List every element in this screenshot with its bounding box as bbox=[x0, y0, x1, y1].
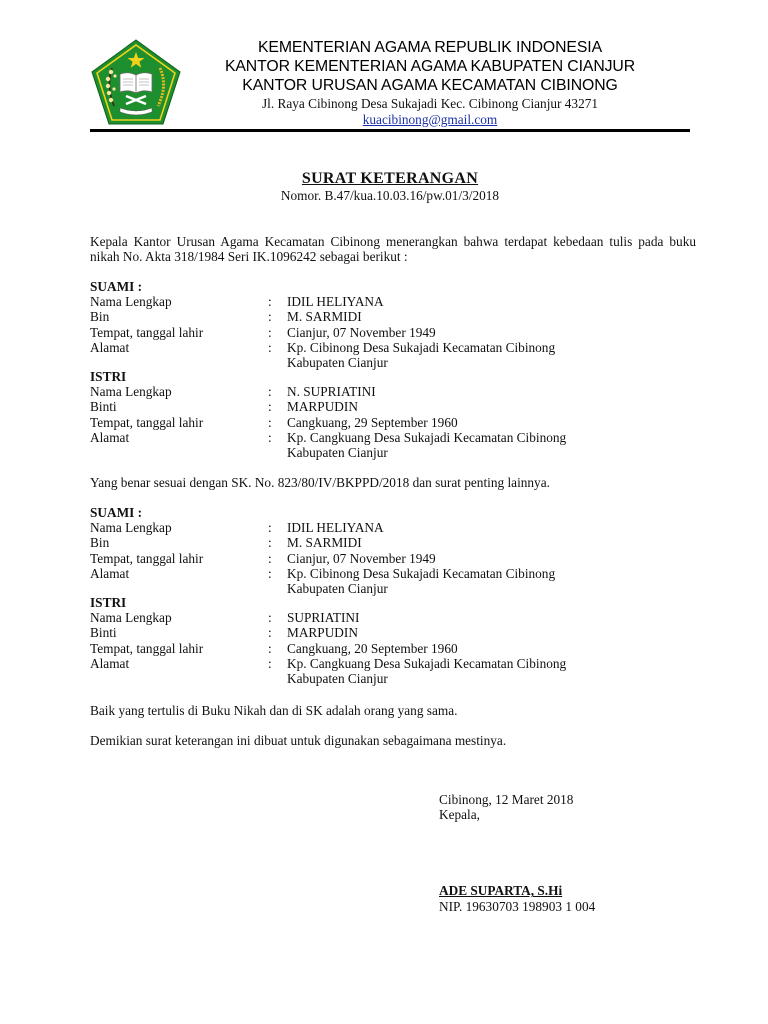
field-label: Tempat, tanggal lahir bbox=[90, 640, 204, 656]
field-value: Cianjur, 07 November 1949 bbox=[287, 324, 436, 340]
field-colon: : bbox=[268, 324, 272, 340]
field-value: SUPRIATINI bbox=[287, 610, 360, 626]
field-value bbox=[287, 656, 690, 686]
section-heading: ISTRI bbox=[90, 369, 127, 384]
signer-nip: NIP. 19630703 198903 1 004 bbox=[439, 898, 596, 914]
letterhead-regency-office: KANTOR KEMENTERIAN AGAMA KABUPATEN CIANJUR bbox=[224, 58, 636, 75]
field-row bbox=[90, 340, 690, 370]
field-colon: : bbox=[268, 339, 272, 355]
field-label: Nama Lengkap bbox=[90, 610, 172, 626]
address-line-2: Kabupaten Cianjur bbox=[287, 445, 388, 460]
field-colon: : bbox=[268, 565, 272, 581]
title-block bbox=[90, 170, 690, 204]
block2-istri bbox=[90, 595, 690, 686]
field-value: Cangkuang, 29 September 1960 bbox=[287, 414, 458, 430]
field-row bbox=[90, 384, 690, 399]
address-line-2: Kabupaten Cianjur bbox=[287, 671, 388, 686]
field-colon: : bbox=[268, 655, 272, 671]
field-label: Nama Lengkap bbox=[90, 384, 172, 400]
field-row bbox=[90, 656, 690, 686]
letterhead bbox=[200, 38, 660, 128]
confirmation-paragraph: Baik yang tertulis di Buku Nikah dan di SK adalah orang yang sama. bbox=[90, 703, 458, 718]
address-line-2: Kabupaten Cianjur bbox=[287, 581, 388, 596]
field-label: Bin bbox=[90, 309, 110, 325]
field-label: Tempat, tanggal lahir bbox=[90, 324, 204, 340]
field-colon: : bbox=[268, 520, 272, 536]
field-label: Bin bbox=[90, 535, 110, 551]
field-row bbox=[90, 309, 690, 324]
field-row bbox=[90, 430, 690, 460]
field-colon: : bbox=[268, 384, 272, 400]
field-value bbox=[287, 430, 690, 460]
block1-suami bbox=[90, 279, 690, 370]
section-heading: ISTRI bbox=[90, 595, 127, 610]
field-label: Binti bbox=[90, 625, 117, 641]
field-value: M. SARMIDI bbox=[287, 535, 362, 551]
section-heading: SUAMI : bbox=[90, 279, 143, 294]
field-label: Nama Lengkap bbox=[90, 294, 172, 310]
field-value: MARPUDIN bbox=[287, 399, 358, 415]
field-colon: : bbox=[268, 294, 272, 310]
address-line-1: Kp. Cibinong Desa Sukajadi Kecamatan Cibinong bbox=[287, 565, 556, 581]
field-value: Cangkuang, 20 September 1960 bbox=[287, 640, 458, 656]
intro-paragraph: Kepala Kantor Urusan Agama Kecamatan Cibinong menerangkan bahwa terdapat kebedaan tulis pada buku nikah No. Akta 318/1984 Seri IK.1096242 sebagai berikut : bbox=[90, 234, 696, 265]
field-row bbox=[90, 520, 690, 535]
block2-suami bbox=[90, 505, 690, 596]
field-label: Alamat bbox=[90, 339, 130, 355]
field-colon: : bbox=[268, 535, 272, 551]
field-label: Nama Lengkap bbox=[90, 520, 172, 536]
field-row bbox=[90, 641, 690, 656]
address-line-1: Kp. Cangkuang Desa Sukajadi Kecamatan Cibinong bbox=[287, 655, 567, 671]
field-row bbox=[90, 294, 690, 309]
field-colon: : bbox=[268, 309, 272, 325]
field-row bbox=[90, 610, 690, 625]
field-label: Alamat bbox=[90, 655, 130, 671]
block1-istri bbox=[90, 369, 690, 460]
signature-space bbox=[439, 822, 679, 883]
field-colon: : bbox=[268, 414, 272, 430]
document-number: Nomor. B.47/kua.10.03.16/pw.01/3/2018 bbox=[280, 188, 500, 203]
address-line-1: Kp. Cangkuang Desa Sukajadi Kecamatan Cibinong bbox=[287, 429, 567, 445]
letterhead-ministry: KEMENTERIAN AGAMA REPUBLIK INDONESIA bbox=[257, 39, 603, 56]
signer-name: ADE SUPARTA, S.Hi bbox=[439, 883, 563, 899]
document-title: SURAT KETERANGAN bbox=[301, 170, 479, 187]
field-colon: : bbox=[268, 399, 272, 415]
letterhead-address: Jl. Raya Cibinong Desa Sukajadi Kec. Cibinong Cianjur 43271 bbox=[261, 96, 599, 111]
field-row bbox=[90, 535, 690, 550]
reference-paragraph: Yang benar sesuai dengan SK. No. 823/80/IV/BKPPD/2018 dan surat penting lainnya. bbox=[90, 475, 550, 490]
field-value: N. SUPRIATINI bbox=[287, 384, 376, 400]
field-colon: : bbox=[268, 625, 272, 641]
field-colon: : bbox=[268, 640, 272, 656]
field-row bbox=[90, 625, 690, 640]
letterhead-divider bbox=[90, 129, 690, 132]
field-label: Tempat, tanggal lahir bbox=[90, 550, 204, 566]
field-colon: : bbox=[268, 610, 272, 626]
field-value: IDIL HELIYANA bbox=[287, 294, 384, 310]
closing-paragraph: Demikian surat keterangan ini dibuat untuk digunakan sebagaimana mestinya. bbox=[90, 733, 507, 748]
field-value: MARPUDIN bbox=[287, 625, 358, 641]
field-row bbox=[90, 551, 690, 566]
field-value: Cianjur, 07 November 1949 bbox=[287, 550, 436, 566]
field-value bbox=[287, 566, 690, 596]
kementerian-agama-logo-icon bbox=[90, 38, 182, 126]
field-label: Alamat bbox=[90, 565, 130, 581]
field-value: M. SARMIDI bbox=[287, 309, 362, 325]
field-colon: : bbox=[268, 550, 272, 566]
signer-position: Kepala, bbox=[439, 807, 480, 823]
field-value: IDIL HELIYANA bbox=[287, 520, 384, 536]
field-row bbox=[90, 399, 690, 414]
field-value bbox=[287, 340, 690, 370]
field-row bbox=[90, 325, 690, 340]
letterhead-email-link[interactable]: kuacibinong@gmail.com bbox=[362, 112, 498, 127]
field-label: Binti bbox=[90, 399, 117, 415]
field-row bbox=[90, 415, 690, 430]
section-heading: SUAMI : bbox=[90, 505, 143, 520]
field-colon: : bbox=[268, 429, 272, 445]
address-line-2: Kabupaten Cianjur bbox=[287, 355, 388, 370]
place-date: Cibinong, 12 Maret 2018 bbox=[439, 792, 574, 807]
letterhead-district-office: KANTOR URUSAN AGAMA KECAMATAN CIBINONG bbox=[242, 77, 618, 94]
address-line-1: Kp. Cibinong Desa Sukajadi Kecamatan Cibinong bbox=[287, 339, 556, 355]
field-label: Alamat bbox=[90, 429, 130, 445]
field-label: Tempat, tanggal lahir bbox=[90, 414, 204, 430]
signature-block bbox=[439, 792, 679, 914]
field-row bbox=[90, 566, 690, 596]
